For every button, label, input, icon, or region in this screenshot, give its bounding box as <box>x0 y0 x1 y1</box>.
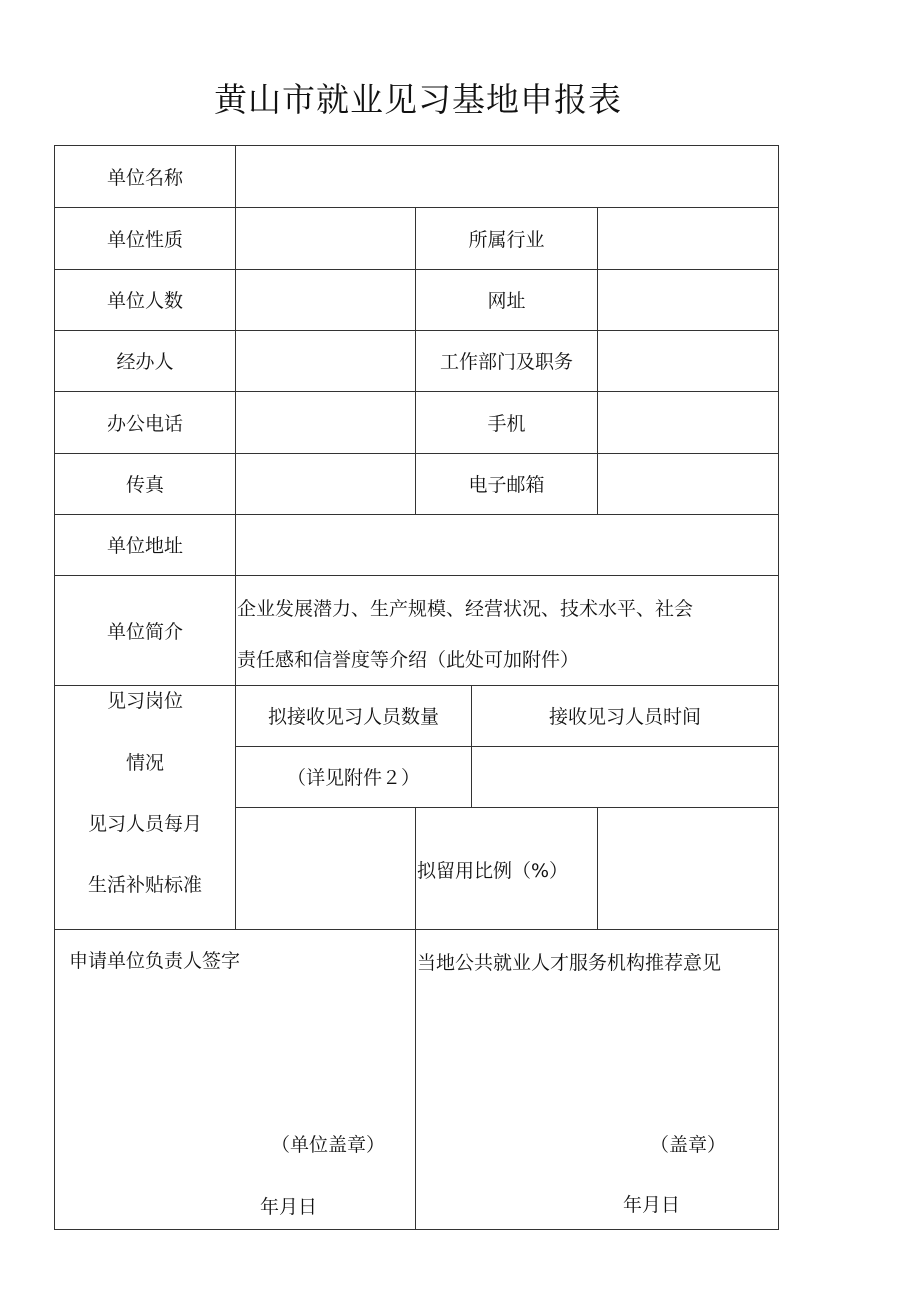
label-address: 单位地址 <box>106 535 183 557</box>
label-agency-opinion: 当地公共就业人才服务机构推荐意见 <box>417 952 722 974</box>
industry-field[interactable] <box>598 208 778 269</box>
label-allowance-line2: 生活补贴标准 <box>87 873 202 896</box>
label-post-line2: 情况 <box>125 751 164 774</box>
label-date-left: 年月日 <box>260 1196 318 1218</box>
label-seal: （盖章） <box>650 1134 727 1156</box>
application-form <box>54 145 779 1230</box>
label-retention-ratio: 拟留用比例（%） <box>417 860 569 882</box>
label-unit-nature: 单位性质 <box>106 228 183 251</box>
label-date-right: 年月日 <box>623 1194 681 1216</box>
label-receive-time: 接收见习人员时间 <box>548 706 701 728</box>
label-dept-position: 工作部门及职务 <box>439 351 573 373</box>
label-office-phone: 办公电话 <box>106 412 183 435</box>
intro-text-line1: 企业发展潜力、生产规模、经营状况、技术水平、社会 <box>237 598 694 620</box>
website-field[interactable] <box>598 270 778 330</box>
receive-time-field[interactable] <box>472 747 778 807</box>
label-allowance-line1: 见习人员每月 <box>87 812 202 835</box>
label-handler: 经办人 <box>116 351 174 373</box>
label-email: 电子邮箱 <box>468 474 545 496</box>
label-staff-count: 单位人数 <box>106 290 183 312</box>
unit-nature-field[interactable] <box>236 208 415 269</box>
allowance-field[interactable] <box>236 808 415 929</box>
label-mobile: 手机 <box>487 412 526 435</box>
page-title: 黄山市就业见习基地申报表 <box>214 80 622 119</box>
col-divider <box>415 807 416 1229</box>
label-applicant-sign: 申请单位负责人签字 <box>69 950 241 972</box>
label-see-attachment: （详见附件２） <box>286 767 420 789</box>
mobile-field[interactable] <box>598 392 778 453</box>
label-fax: 传真 <box>125 474 164 496</box>
label-post-line1: 见习岗位 <box>106 689 183 712</box>
row-divider <box>55 929 778 930</box>
label-intro: 单位简介 <box>106 620 183 643</box>
label-unit-seal: （单位盖章） <box>271 1134 386 1156</box>
intro-text-line2: 责任感和信誉度等介绍（此处可加附件） <box>237 649 580 671</box>
label-unit-name: 单位名称 <box>106 167 183 189</box>
office-phone-field[interactable] <box>236 392 415 453</box>
address-field[interactable] <box>236 515 778 575</box>
dept-position-field[interactable] <box>598 331 778 391</box>
email-field[interactable] <box>598 454 778 514</box>
unit-name-field[interactable] <box>236 146 778 207</box>
retention-ratio-field[interactable] <box>598 808 778 929</box>
handler-field[interactable] <box>236 331 415 391</box>
fax-field[interactable] <box>236 454 415 514</box>
staff-count-field[interactable] <box>236 270 415 330</box>
label-website: 网址 <box>487 290 526 312</box>
label-industry: 所属行业 <box>468 228 545 251</box>
label-planned-count: 拟接收见习人员数量 <box>267 706 439 728</box>
